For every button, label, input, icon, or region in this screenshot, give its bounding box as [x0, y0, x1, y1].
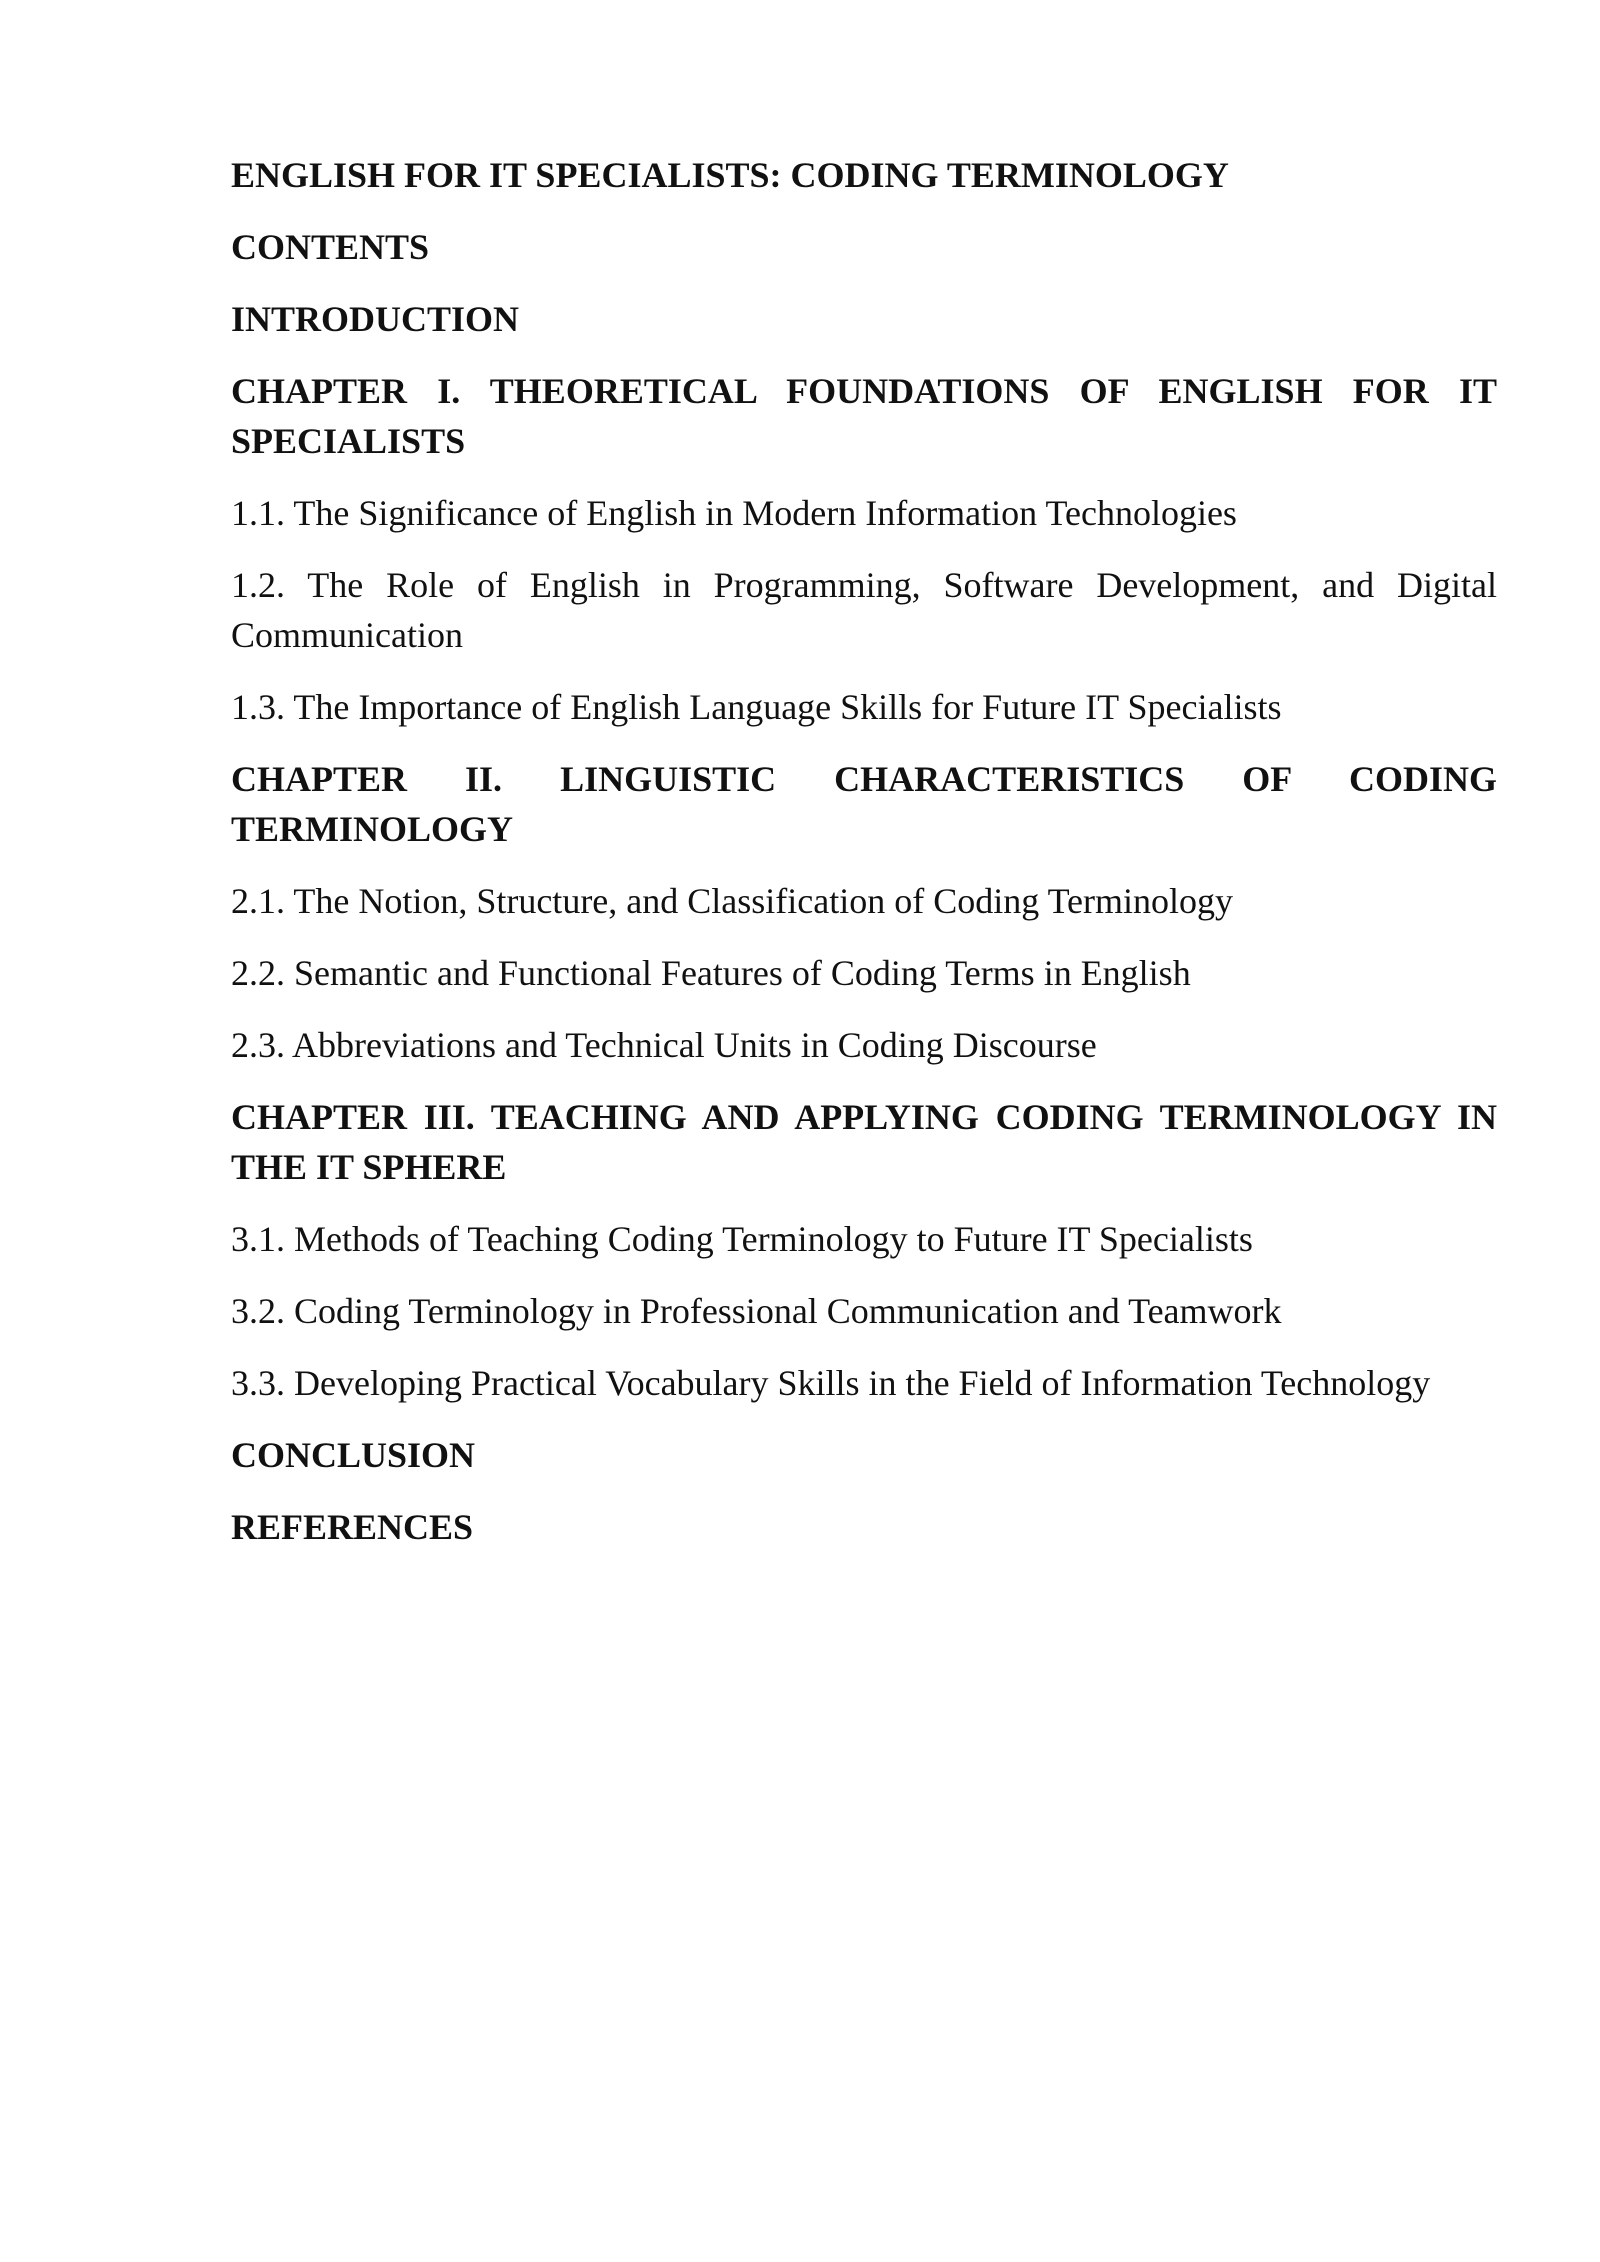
toc-section-3-2: 3.2. Coding Terminology in Professional Communication and Teamwork	[231, 1291, 1282, 1331]
toc-section-2-2: 2.2. Semantic and Functional Features of Coding Terms in English	[231, 953, 1191, 993]
toc-chapter-2-heading: CHAPTER II. LINGUISTIC CHARACTERISTICS OF CODING TERMINOLOGY	[231, 759, 1497, 849]
toc-section-2-1: 2.1. The Notion, Structure, and Classification of Coding Terminology	[231, 881, 1234, 921]
toc-entry-conclusion: CONCLUSION	[231, 1435, 476, 1475]
toc-section-2-3: 2.3. Abbreviations and Technical Units in Coding Discourse	[231, 1025, 1097, 1065]
toc-entry-introduction: INTRODUCTION	[231, 299, 520, 339]
toc-section-1-2: 1.2. The Role of English in Programming, Software Development, and Digital Communication	[231, 565, 1497, 655]
toc-chapter-1-heading: CHAPTER I. THEORETICAL FOUNDATIONS OF ENGLISH FOR IT SPECIALISTS	[231, 371, 1497, 461]
toc-section-3-1: 3.1. Methods of Teaching Coding Terminology to Future IT Specialists	[231, 1219, 1253, 1259]
contents-heading: CONTENTS	[231, 227, 430, 267]
document-page	[231, 150, 1497, 1574]
document-title: ENGLISH FOR IT SPECIALISTS: CODING TERMINOLOGY	[231, 155, 1229, 195]
toc-section-3-3: 3.3. Developing Practical Vocabulary Skills in the Field of Information Technology	[231, 1363, 1431, 1403]
toc-chapter-3-heading: CHAPTER III. TEACHING AND APPLYING CODING TERMINOLOGY IN THE IT SPHERE	[231, 1097, 1497, 1187]
toc-entry-references: REFERENCES	[231, 1507, 474, 1547]
toc-section-1-3: 1.3. The Importance of English Language Skills for Future IT Specialists	[231, 687, 1282, 727]
toc-section-1-1: 1.1. The Significance of English in Modern Information Technologies	[231, 493, 1237, 533]
